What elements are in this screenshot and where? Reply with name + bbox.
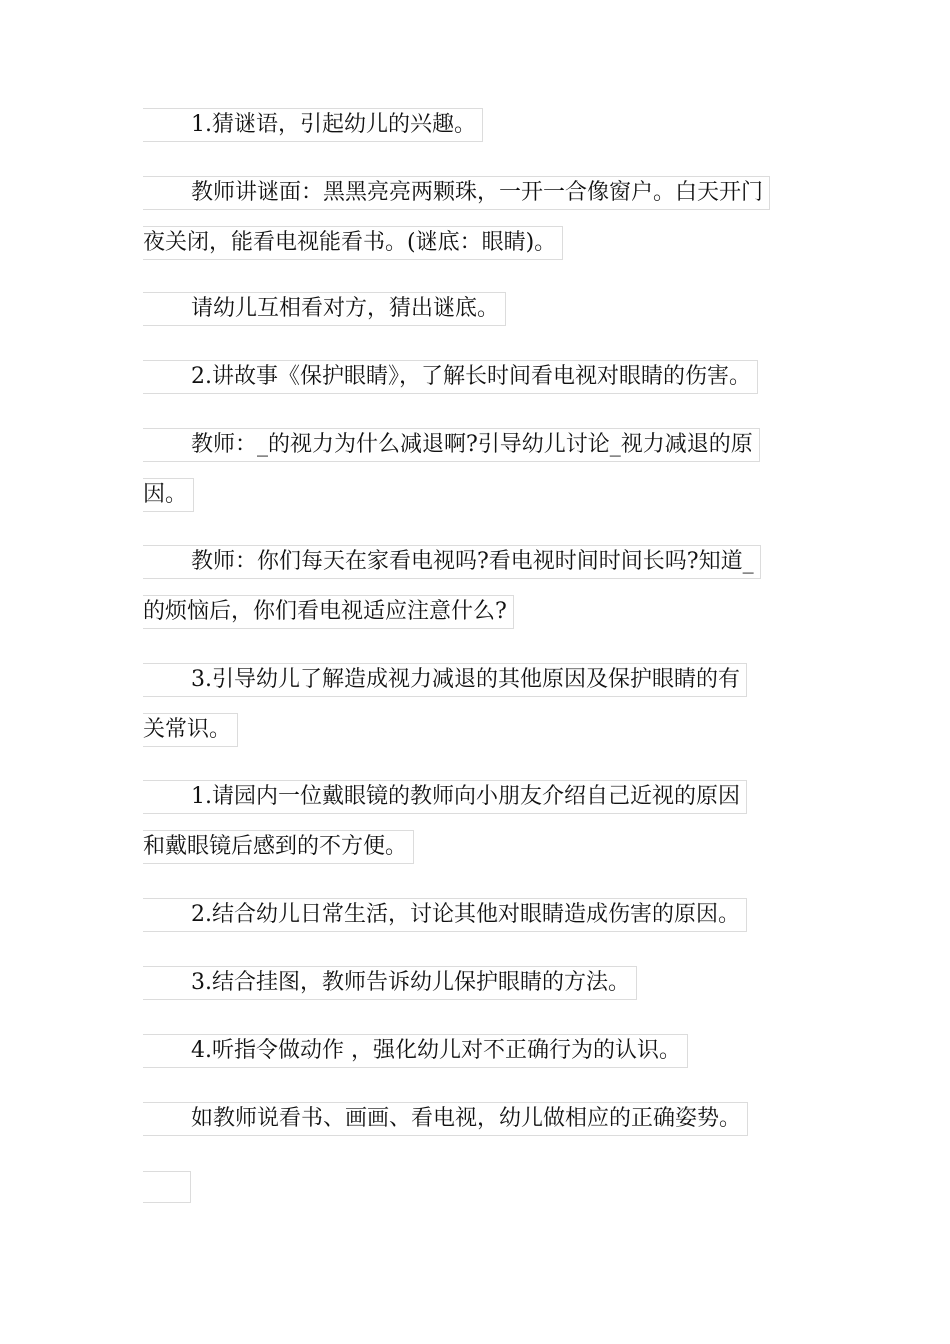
text-line: 3.结合挂图，教师告诉幼儿保护眼睛的方法。 [143, 966, 637, 1000]
text-line: 4.听指令做动作 ，强化幼儿对不正确行为的认识。 [143, 1034, 688, 1068]
paragraph-2 [143, 176, 813, 276]
text-line: 教师：_的视力为什么减退啊?引导幼儿讨论_视力减退的原 [143, 428, 760, 462]
paragraph-12 [143, 1102, 813, 1152]
text-line: 的烦恼后，你们看电视适应注意什么? [143, 595, 514, 629]
paragraph-3 [143, 292, 813, 342]
text-line: 关常识。 [143, 713, 238, 747]
paragraph-1 [143, 108, 813, 158]
paragraph-10 [143, 966, 813, 1016]
text-line: 请幼儿互相看对方，猜出谜底。 [143, 292, 506, 326]
text-line: 教师讲谜面：黑黑亮亮两颗珠，一开一合像窗户。白天开门 [143, 176, 770, 210]
text-line: 1.猜谜语，引起幼儿的兴趣。 [143, 108, 483, 142]
text-line: 如教师说看书、画画、看电视，幼儿做相应的正确姿势。 [143, 1102, 748, 1136]
text-line: 教师：你们每天在家看电视吗?看电视时间时间长吗?知道_ [143, 545, 761, 579]
paragraph-7 [143, 663, 813, 763]
paragraph-6 [143, 545, 813, 645]
paragraph-4 [143, 360, 813, 410]
text-line: 2.结合幼儿日常生活，讨论其他对眼睛造成伤害的原因。 [143, 898, 747, 932]
text-line: 夜关闭，能看电视能看书。(谜底：眼睛)。 [143, 226, 563, 260]
empty-line-box [143, 1171, 191, 1203]
paragraph-5 [143, 428, 813, 528]
paragraph-11 [143, 1034, 813, 1084]
paragraph-8 [143, 780, 813, 880]
paragraph-9 [143, 898, 813, 948]
text-line: 2.讲故事《保护眼睛》，了解长时间看电视对眼睛的伤害。 [143, 360, 758, 394]
text-line: 因。 [143, 478, 194, 512]
text-line: 和戴眼镜后感到的不方便。 [143, 830, 414, 864]
text-line: 1.请园内一位戴眼镜的教师向小朋友介绍自己近视的原因 [143, 780, 747, 814]
text-line: 3.引导幼儿了解造成视力减退的其他原因及保护眼睛的有 [143, 663, 747, 697]
